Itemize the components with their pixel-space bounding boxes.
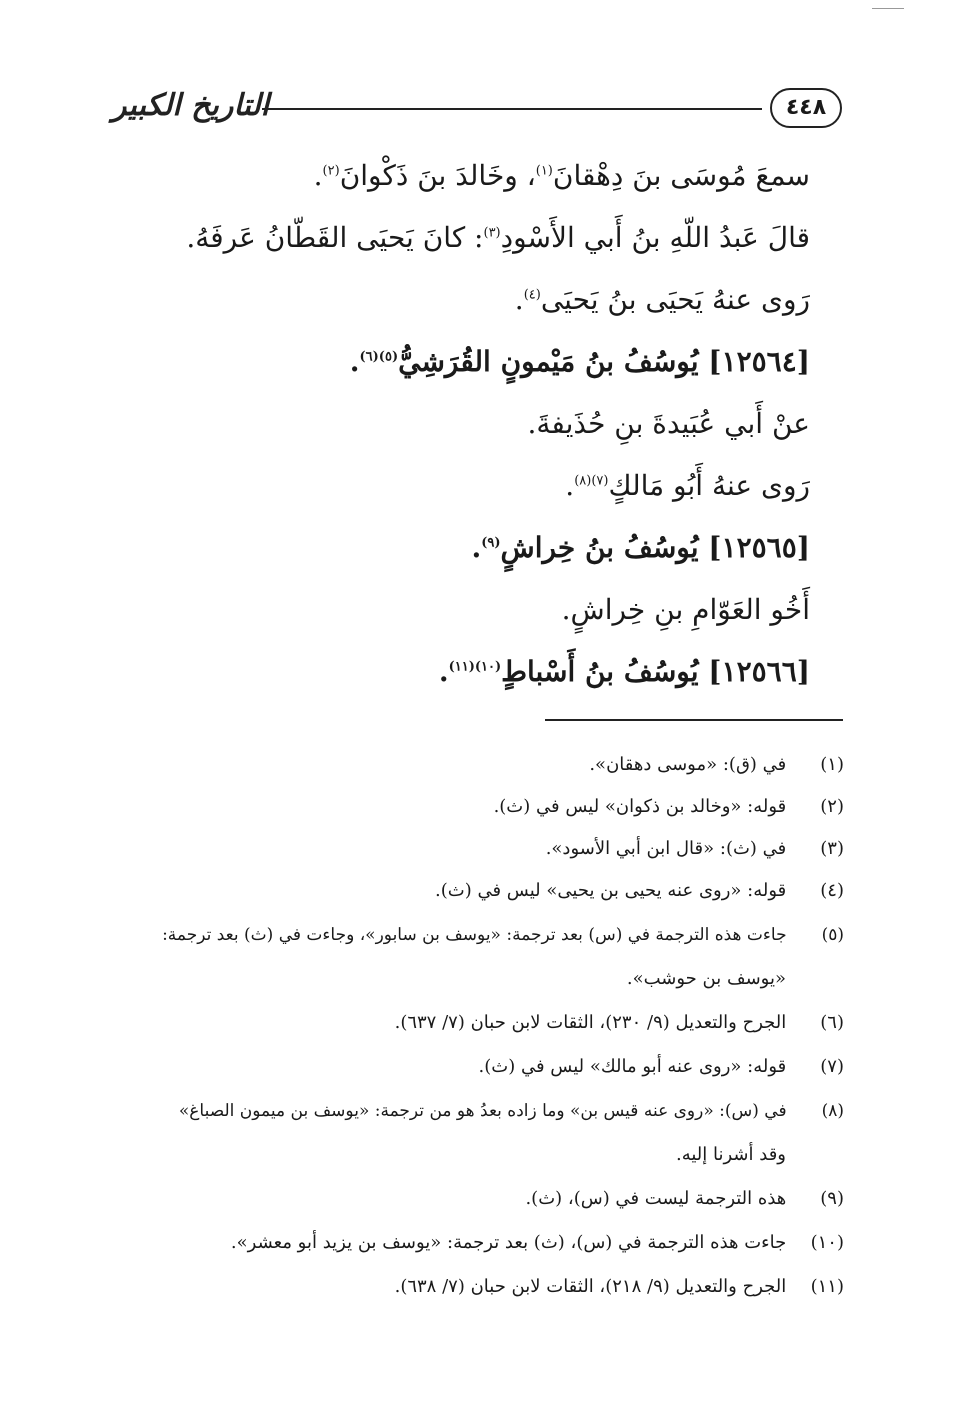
- text-line: [150, 393, 810, 455]
- line-text: قالَ عَبدُ اللّهِ بنُ أَبي الأَسْودِ: [500, 221, 810, 254]
- text-line: [150, 207, 810, 269]
- line-end: .: [565, 469, 575, 502]
- entry-title: [١٢٥٦٥] يُوسُفُ بنُ خِراشٍ: [500, 531, 810, 564]
- footnote-number: (٧): [820, 1056, 844, 1077]
- line-end: .: [471, 531, 482, 564]
- footnote-text: الجرح والتعديل (٩/ ٢١٨)، الثقات لابن حبان (٧/ ٦٣٨).: [394, 1276, 787, 1297]
- footnote-item: [90, 1264, 844, 1310]
- footnote-number: (٦): [820, 1012, 844, 1033]
- page-header: [112, 84, 842, 134]
- top-edge-mark: [872, 8, 904, 9]
- footnote-number: (٥): [821, 925, 844, 945]
- footnote-ref[interactable]: (٢): [322, 163, 340, 179]
- line-text: أَخُو العَوّامِ بنِ خِراشٍ.: [561, 593, 810, 626]
- footnote-ref[interactable]: (٤): [523, 287, 541, 303]
- footnote-item: [90, 912, 844, 958]
- footnote-item: [90, 1000, 844, 1046]
- footnote-ref[interactable]: (٧)(٨): [574, 473, 609, 489]
- line-text: : كانَ يَحيَى القَطّانُ عَرفَهُ.: [186, 221, 484, 254]
- footnote-item: [90, 784, 844, 830]
- page-number-badge: ٤٤٨: [770, 88, 842, 128]
- footnote-item: [90, 1044, 844, 1090]
- line-text: رَوى عنهُ يَحيَى بنُ يَحيَى: [540, 283, 810, 316]
- footnote-continuation: «يوسف بن حوشب».: [626, 968, 786, 989]
- footnote-number: (٩): [820, 1188, 844, 1209]
- line-text: ، وخَالدَ بنَ ذَكْوانَ: [339, 159, 536, 192]
- footnote-text: في (س): «روى عنه قيس بن» وما زاده بعدُ هو من ترجمة: «يوسف بن ميمون الصباغ»: [178, 1101, 787, 1121]
- footnote-text: قوله: «روى عنه يحيى بن يحيى» ليس في (ث).: [435, 880, 787, 901]
- footnote-item: [90, 742, 844, 788]
- line-end: .: [438, 655, 449, 688]
- footnote-item: [90, 826, 844, 872]
- entry-heading: [150, 331, 810, 393]
- footnote-ref[interactable]: (١٠)(١١): [448, 659, 502, 675]
- entry-title: [١٢٥٦٦] يُوسُفُ بنُ أَسْباطٍ: [501, 655, 810, 688]
- entry-heading: [150, 641, 810, 703]
- header-rule: [262, 108, 762, 110]
- footnote-ref[interactable]: (٣): [483, 225, 501, 241]
- footnote-text: الجرح والتعديل (٩/ ٢٣٠)، الثقات لابن حبان (٧/ ٦٣٧).: [394, 1012, 787, 1033]
- line-text: عنْ أَبي عُبَيدةَ بنِ حُذَيفةَ.: [527, 407, 810, 440]
- footnote-number: (١١): [810, 1276, 844, 1297]
- footnote-ref[interactable]: (٥)(٦): [359, 349, 399, 365]
- footnote-text: في (ث): «قال ابن أبي الأسود».: [545, 838, 787, 859]
- footnote-number: (٢): [820, 796, 844, 817]
- footnote-number: (٨): [821, 1101, 844, 1121]
- footnote-text: جاءت هذه الترجمة في (س)، (ث) بعد ترجمة: «يوسف بن يزيد أبو معشر».: [230, 1232, 787, 1253]
- text-line: [150, 269, 810, 331]
- line-end: .: [313, 159, 323, 192]
- footnote-number: (١): [820, 754, 844, 775]
- footnote-item: [90, 1220, 844, 1266]
- footnote-item: [90, 1088, 844, 1134]
- line-text: سمعَ مُوسَى بنَ دِهْقانَ: [552, 159, 810, 192]
- entry-title: [١٢٥٦٤] يُوسُفُ بنُ مَيْمونٍ القُرَشِيُّ: [398, 345, 810, 378]
- entry-heading: [150, 517, 810, 579]
- footnote-text: في (ق): «موسى دهقان».: [589, 754, 787, 775]
- footnote-ref[interactable]: (٩): [481, 535, 501, 551]
- footnote-ref[interactable]: (١): [535, 163, 553, 179]
- footnote-text: قوله: «روى عنه أبو مالك» ليس في (ث).: [478, 1056, 787, 1077]
- footnote-item: [90, 1176, 844, 1222]
- book-title: التاريخ الكبير: [112, 88, 270, 123]
- line-end: .: [514, 283, 524, 316]
- footnote-continuation: وقد أشرنا إليه.: [676, 1144, 786, 1165]
- footnote-separator: [545, 719, 843, 721]
- footnote-number: (٣): [820, 838, 844, 859]
- text-line: [150, 579, 810, 641]
- line-end: .: [349, 345, 360, 378]
- footnote-text: جاءت هذه الترجمة في (س) بعد ترجمة: «يوسف بن سابور»، وجاءت في (ث) بعد ترجمة:: [162, 925, 787, 945]
- footnote-item: [90, 868, 844, 914]
- line-text: رَوى عنهُ أَبُو مَالكٍ: [608, 469, 810, 502]
- footnote-number: (٤): [820, 880, 844, 901]
- text-line: [150, 145, 810, 207]
- footnote-number: (١٠): [810, 1232, 844, 1253]
- text-line: [150, 455, 810, 517]
- footnote-text: قوله: «وخالد بن ذكوان» ليس في (ث).: [493, 796, 787, 817]
- footnote-text: هذه الترجمة ليست في (س)، (ث).: [525, 1188, 787, 1209]
